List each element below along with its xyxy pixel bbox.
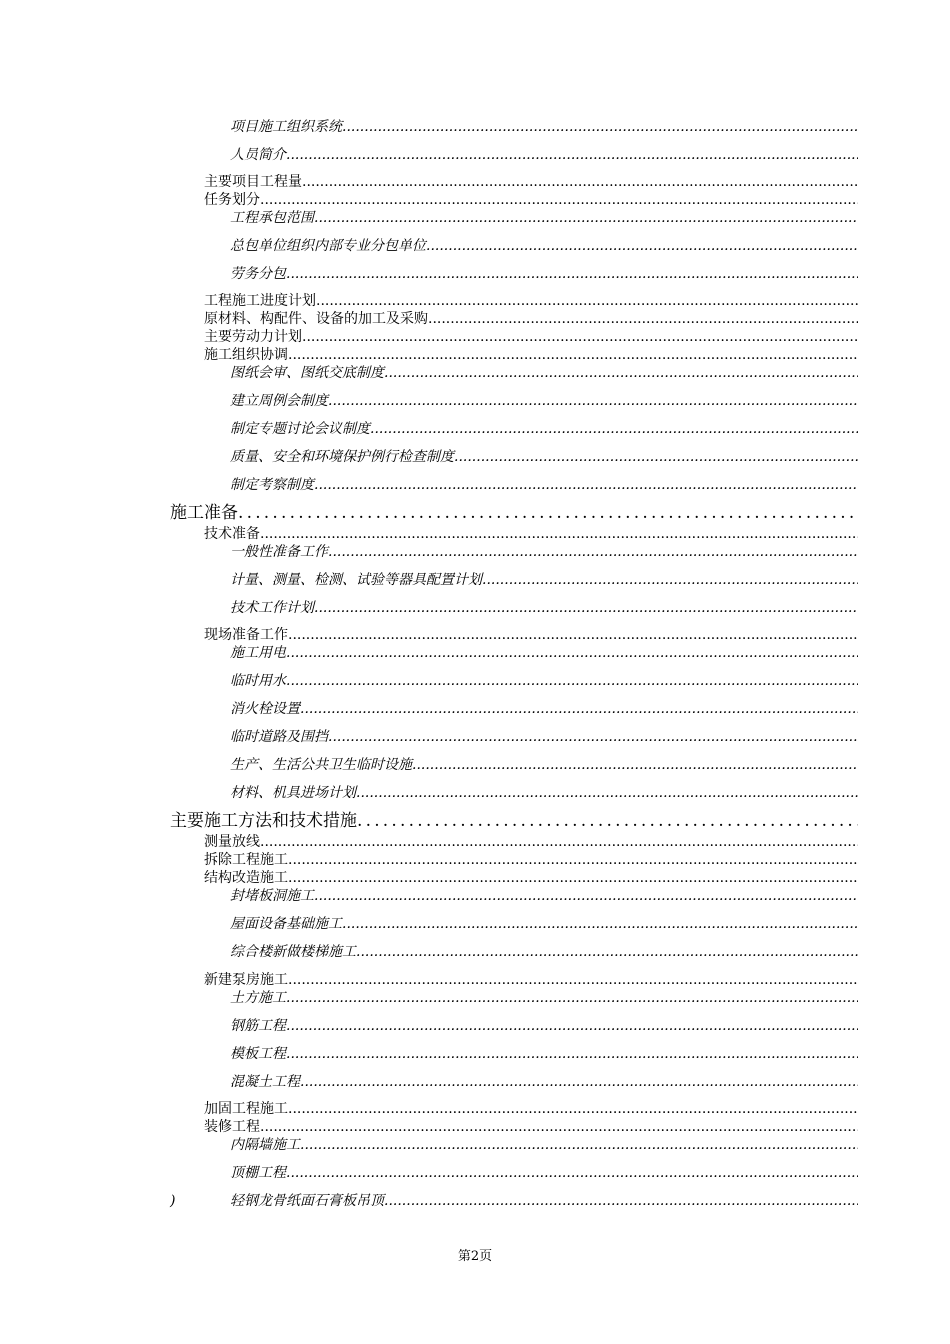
toc-dot-leader <box>288 348 858 362</box>
toc-section[interactable] <box>204 193 858 207</box>
toc-dot-leader <box>482 573 858 587</box>
toc-dot-leader <box>300 1138 858 1152</box>
toc-dot-leader <box>370 422 858 436</box>
toc-entry-title: 轻钢龙骨纸面石膏板吊顶 <box>230 1193 384 1209</box>
toc-subsection[interactable] <box>230 148 858 162</box>
toc-dot-leader <box>286 1019 858 1033</box>
toc-section[interactable] <box>204 348 858 362</box>
toc-dot-leader <box>314 211 858 225</box>
toc-entry-title: 临时用水 <box>230 673 286 689</box>
toc-subsection[interactable] <box>230 1166 858 1180</box>
toc-entry-title: 封堵板洞施工 <box>230 888 314 904</box>
toc-entry-title: 主要项目工程量 <box>204 174 302 190</box>
toc-section[interactable] <box>204 871 858 885</box>
toc-dot-leader <box>314 478 858 492</box>
toc-subsection[interactable] <box>230 239 858 253</box>
toc-entry-title: 工程施工进度计划 <box>204 293 316 309</box>
toc-entry-title: 钢筋工程 <box>230 1018 286 1034</box>
toc-dot-leader <box>412 758 858 772</box>
toc-subsection[interactable] <box>230 786 858 800</box>
toc-entry-title: 测量放线 <box>204 834 260 850</box>
toc-subsection[interactable] <box>230 601 858 615</box>
toc-section[interactable] <box>204 312 858 326</box>
toc-dot-leader <box>428 312 858 326</box>
toc-entry-title: 拆除工程施工 <box>204 852 288 868</box>
toc-entry-title: 现场准备工作 <box>204 627 288 643</box>
toc-dot-leader <box>328 545 858 559</box>
toc-subsection[interactable] <box>230 702 858 716</box>
toc-section[interactable] <box>204 835 858 849</box>
toc-entry-title: 消火栓设置 <box>230 701 300 717</box>
toc-dot-leader <box>238 505 858 522</box>
toc-dot-leader <box>286 148 858 162</box>
toc-subsection[interactable] <box>230 450 858 464</box>
toc-entry-title: 新建泵房施工 <box>204 972 288 988</box>
toc-dot-leader <box>357 813 858 830</box>
toc-subsection[interactable] <box>230 120 858 134</box>
toc-entry-title: 一般性准备工作 <box>230 544 328 560</box>
toc-subsection[interactable] <box>230 422 858 436</box>
toc-entry-title: 图纸会审、图纸交底制度 <box>230 365 384 381</box>
toc-dot-leader <box>260 1120 858 1134</box>
toc-dot-leader <box>356 945 858 959</box>
toc-entry-title: 模板工程 <box>230 1046 286 1062</box>
toc-entry-marker: ) <box>170 1193 176 1209</box>
toc-entry-title: 临时道路及围挡 <box>230 729 328 745</box>
toc-dot-leader <box>328 394 858 408</box>
toc-entry-title: 建立周例会制度 <box>230 393 328 409</box>
toc-dot-leader <box>316 294 858 308</box>
toc-entry-title: 主要劳动力计划 <box>204 329 302 345</box>
toc-dot-leader <box>302 330 858 344</box>
toc-entry-title: 任务划分 <box>204 192 260 208</box>
toc-subsection[interactable] <box>230 674 858 688</box>
toc-entry-title: 技术工作计划 <box>230 600 314 616</box>
toc-dot-leader <box>260 835 858 849</box>
toc-subsection[interactable] <box>230 545 858 559</box>
toc-entry-title: 主要施工方法和技术措施 <box>170 811 357 831</box>
toc-entry-title: 质量、安全和环境保护例行检查制度 <box>230 449 454 465</box>
toc-entry-title: 加固工程施工 <box>204 1101 288 1117</box>
toc-entry-title: 顶棚工程 <box>230 1165 286 1181</box>
toc-subsection[interactable] <box>230 211 858 225</box>
toc-dot-leader <box>260 527 858 541</box>
toc-dot-leader <box>342 120 858 134</box>
toc-entry-title: 施工组织协调 <box>204 347 288 363</box>
toc-dot-leader <box>384 366 858 380</box>
toc-section[interactable] <box>204 175 858 189</box>
toc-dot-leader <box>288 871 858 885</box>
toc-entry-title: 制定专题讨论会议制度 <box>230 421 370 437</box>
toc-entry-title: 总包单位组织内部专业分包单位 <box>230 238 426 254</box>
toc-entry-title: 屋面设备基础施工 <box>230 916 342 932</box>
toc-dot-leader <box>286 1047 858 1061</box>
toc-entry-title: 生产、生活公共卫生临时设施 <box>230 757 412 773</box>
toc-dot-leader <box>314 601 858 615</box>
toc-dot-leader <box>288 973 858 987</box>
toc-chapter[interactable] <box>170 813 858 830</box>
toc-entry-title: 制定考察制度 <box>230 477 314 493</box>
toc-entry-title: 装修工程 <box>204 1119 260 1135</box>
toc-entry-title: 施工准备 <box>170 503 238 523</box>
toc-subsection[interactable] <box>230 889 858 903</box>
toc-dot-leader <box>314 889 858 903</box>
toc-dot-leader <box>300 702 858 716</box>
toc-entry-title: 劳务分包 <box>230 266 286 282</box>
toc-entry-title: 内隔墙施工 <box>230 1137 300 1153</box>
toc-subsection[interactable] <box>230 991 858 1005</box>
toc-dot-leader <box>328 730 858 744</box>
toc-section[interactable] <box>204 1120 858 1134</box>
toc-dot-leader <box>288 853 858 867</box>
toc-subsection[interactable] <box>230 1047 858 1061</box>
toc-dot-leader <box>286 1166 858 1180</box>
toc-dot-leader <box>302 175 858 189</box>
toc-subsection[interactable] <box>230 730 858 744</box>
toc-subsection[interactable] <box>230 1075 858 1089</box>
toc-dot-leader <box>426 239 858 253</box>
toc-dot-leader <box>260 193 858 207</box>
toc-dot-leader <box>288 628 858 642</box>
toc-dot-leader <box>286 267 858 281</box>
toc-dot-leader <box>384 1194 858 1208</box>
toc-subsection[interactable] <box>230 394 858 408</box>
toc-entry-title: 土方施工 <box>230 990 286 1006</box>
toc-subsection[interactable] <box>230 1194 858 1208</box>
toc-subsection[interactable] <box>230 267 858 281</box>
toc-subsection[interactable] <box>230 1019 858 1033</box>
toc-subsection[interactable] <box>230 917 858 931</box>
toc-entry-title: 计量、测量、检测、试验等器具配置计划 <box>230 572 482 588</box>
toc-section[interactable] <box>204 628 858 642</box>
toc-entry-title: 综合楼新做楼梯施工 <box>230 944 356 960</box>
toc-dot-leader <box>288 1102 858 1116</box>
toc-entry-title: 材料、机具进场计划 <box>230 785 356 801</box>
toc-entry-title: 结构改造施工 <box>204 870 288 886</box>
toc-subsection[interactable] <box>230 478 858 492</box>
toc-entry-title: 工程承包范围 <box>230 210 314 226</box>
toc-subsection[interactable] <box>230 573 858 587</box>
toc-dot-leader <box>454 450 858 464</box>
toc-chapter[interactable] <box>170 505 858 522</box>
toc-subsection[interactable] <box>230 1138 858 1152</box>
toc-section[interactable] <box>204 853 858 867</box>
toc-section[interactable] <box>204 1102 858 1116</box>
toc-section[interactable] <box>204 973 858 987</box>
toc-subsection[interactable] <box>230 945 858 959</box>
toc-dot-leader <box>342 917 858 931</box>
toc-section[interactable] <box>204 527 858 541</box>
toc-subsection[interactable] <box>230 366 858 380</box>
toc-section[interactable] <box>204 294 858 308</box>
toc-dot-leader <box>356 786 858 800</box>
toc-subsection[interactable] <box>230 646 858 660</box>
toc-entry-title: 人员简介 <box>230 147 286 163</box>
toc-section[interactable] <box>204 330 858 344</box>
toc-dot-leader <box>286 646 858 660</box>
toc-dot-leader <box>286 674 858 688</box>
toc-entry-title: 原材料、构配件、设备的加工及采购 <box>204 311 428 327</box>
toc-entry-title: 技术准备 <box>204 526 260 542</box>
toc-dot-leader <box>286 991 858 1005</box>
page-number: 第2页 <box>457 1249 493 1264</box>
toc-dot-leader <box>300 1075 858 1089</box>
toc-entry-title: 项目施工组织系统 <box>230 119 342 135</box>
toc-entry-title: 施工用电 <box>230 645 286 661</box>
toc-subsection[interactable] <box>230 758 858 772</box>
toc-entry-title: 混凝土工程 <box>230 1074 300 1090</box>
